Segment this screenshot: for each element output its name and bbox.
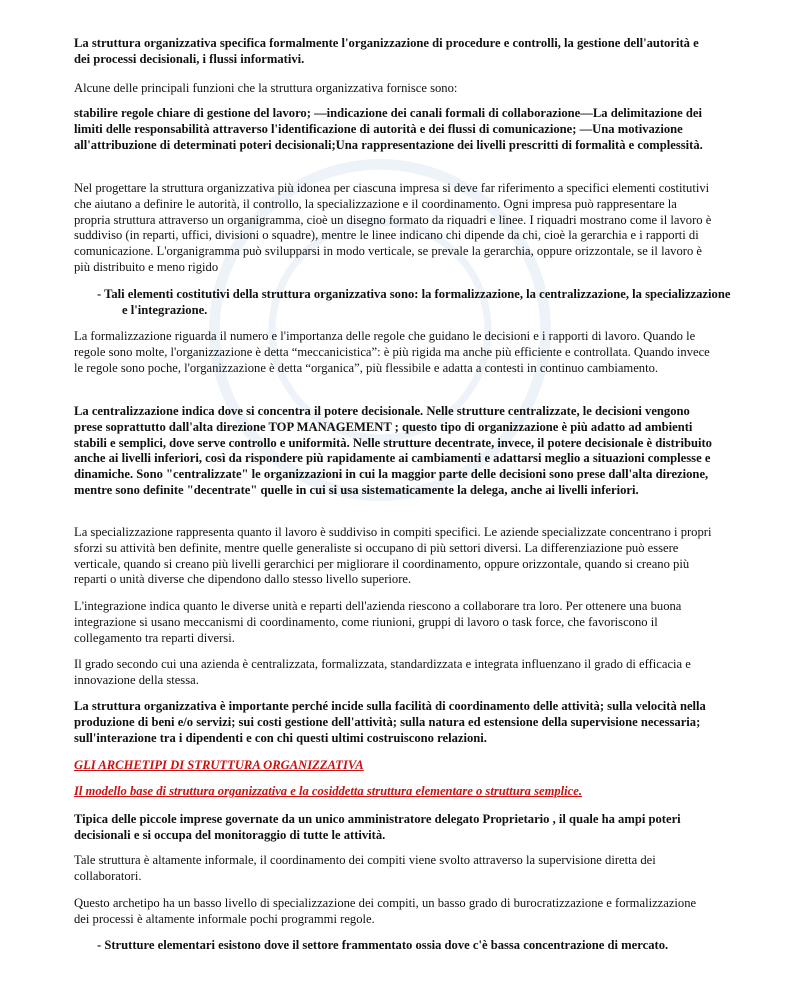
paragraph-functions-intro: Alcune delle principali funzioni che la struttura organizzativa fornisce sono: — [74, 81, 458, 95]
bullet-elements: - Tali elementi costitutivi della struttura organizzativa sono: la formalizzazione, la centralizzazione, la specializzazione e l'integrazione. — [97, 287, 731, 317]
paragraph-organigramma: Nel progettare la struttura organizzativa più idonea per ciascuna impresa si deve far riferimento a specifici elementi costitutivi che aiutano a definire le autorità, il controllo, la specializzazione e il coordinamento. Ogni impresa può rappresentare la propria struttura attraverso un organigramma, cioè un disegno formato da riquadri e linee. I riquadri mostrano come il lavoro è suddiviso (in reparti, uffici, divisioni o squadre), mentre le linee indicano chi dipende da chi, cioè la gerarchia e i rapporti di comunicazione. L'organigramma può svilupparsi in modo verticale, se prevale la gerarchia, oppure orizzontale, se il lavoro è più distribuito e meno rigido — [74, 181, 712, 274]
paragraph-intro: La struttura organizzativa specifica formalmente l'organizzazione di procedure e controlli, la gestione dell'autorità e dei processi decisionali, i flussi informativi. — [74, 36, 699, 66]
paragraph-informale: Tale struttura è altamente informale, il coordinamento dei compiti viene svolto attraverso la supervisione diretta dei collaboratori. — [74, 853, 656, 883]
heading-archetipi: GLI ARCHETIPI DI STRUTTURA ORGANIZZATIVA — [74, 758, 364, 772]
paragraph-centralizzazione: La centralizzazione indica dove si concentra il potere decisionale. Nelle strutture centralizzate, le decisioni vengono prese soprattutto dall'alta direzione TOP MANAGEMENT ; questo tipo di organizzazione è più adatto ad ambienti stabili e semplici, dove serve controllo e uniformità. Nelle strutture decentrate, invece, il potere decisionale è distribuito anche ai livelli inferiori, così da rispondere più rapidamente ai cambiamenti e adattarsi meglio a situazioni complesse e dinamiche. Sono "centralizzate" le organizzazioni in cui la maggior parte delle decisioni sono prese dall'alta direzione, mentre sono definite "decentrate" quelle in cui si usa sistematicamente la delega, anche ai livelli inferiori. — [74, 404, 712, 497]
paragraph-piccole-imprese: Tipica delle piccole imprese governate da un unico amministratore delegato Proprietario , il quale ha ampi poteri decisionali e si occupa del monitoraggio di tutte le attività. — [74, 812, 681, 842]
paragraph-archetipo: Questo archetipo ha un basso livello di specializzazione dei compiti, un basso grado di burocratizzazione e formalizzazione dei processi è altamente informale pochi programmi regole. — [74, 896, 697, 926]
paragraph-integrazione: L'integrazione indica quanto le diverse unità e reparti dell'azienda riescono a collaborare tra loro. Per ottenere una buona integrazione si usano meccanismi di coordinamento, come riunioni, gruppi di lavoro o task force, che favoriscono il collegamento tra reparti diversi. — [74, 599, 682, 645]
bullet-strutture-elementari: - Strutture elementari esistono dove il settore frammentato ossia dove c'è bassa concentrazione di mercato. — [97, 938, 669, 952]
paragraph-formalizzazione: La formalizzazione riguarda il numero e l'importanza delle regole che guidano le decisioni e i rapporti di lavoro. Quando le regole sono molte, l'organizzazione è detta “meccanicistica”: è più rigida ma anche più efficiente e controllata. Quando invece le regole sono poche, l'organizzazione è detta “organica”, più flessibile e adatta a contesti in continuo cambiamento. — [74, 329, 710, 375]
heading-modello-base: Il modello base di struttura organizzativa e la cosiddetta struttura elementare o struttura semplice. — [74, 784, 582, 798]
paragraph-specializzazione: La specializzazione rappresenta quanto il lavoro è suddiviso in compiti specifici. Le aziende specializzate concentrano i propri sforzi su attività ben definite, mentre quelle generaliste si occupano di più settori diversi. La differenziazione può essere verticale, quando si creano più livelli gerarchici per migliorare il coordinamento, oppure orizzontale, quando si creano più reparti o unità diverse che dipendono dallo stesso livello superiore. — [74, 525, 712, 587]
paragraph-efficacia: Il grado secondo cui una azienda è centralizzata, formalizzata, standardizzata e integrata influenzano il grado di efficacia e innovazione della stessa. — [74, 657, 691, 687]
paragraph-functions-list: stabilire regole chiare di gestione del lavoro; —indicazione dei canali formali di collaborazione—La delimitazione dei limiti delle responsabilità attraverso l'identificazione di autorità e dei flussi di comunicazione; —Una motivazione all'attribuzione di determinati poteri decisionali;Una rappresentazione dei livelli prescritti di formalità e complessità. — [74, 106, 703, 152]
paragraph-importanza: La struttura organizzativa è importante perché incide sulla facilità di coordinamento delle attività; sulla velocità nella produzione di beni e/o servizi; sui costi gestione dell'attività; sulla natura ed estensione della supervisione necessaria; sull'interazione tra i dipendenti e con chi questi ultimi costruiscono relazioni. — [74, 699, 706, 745]
